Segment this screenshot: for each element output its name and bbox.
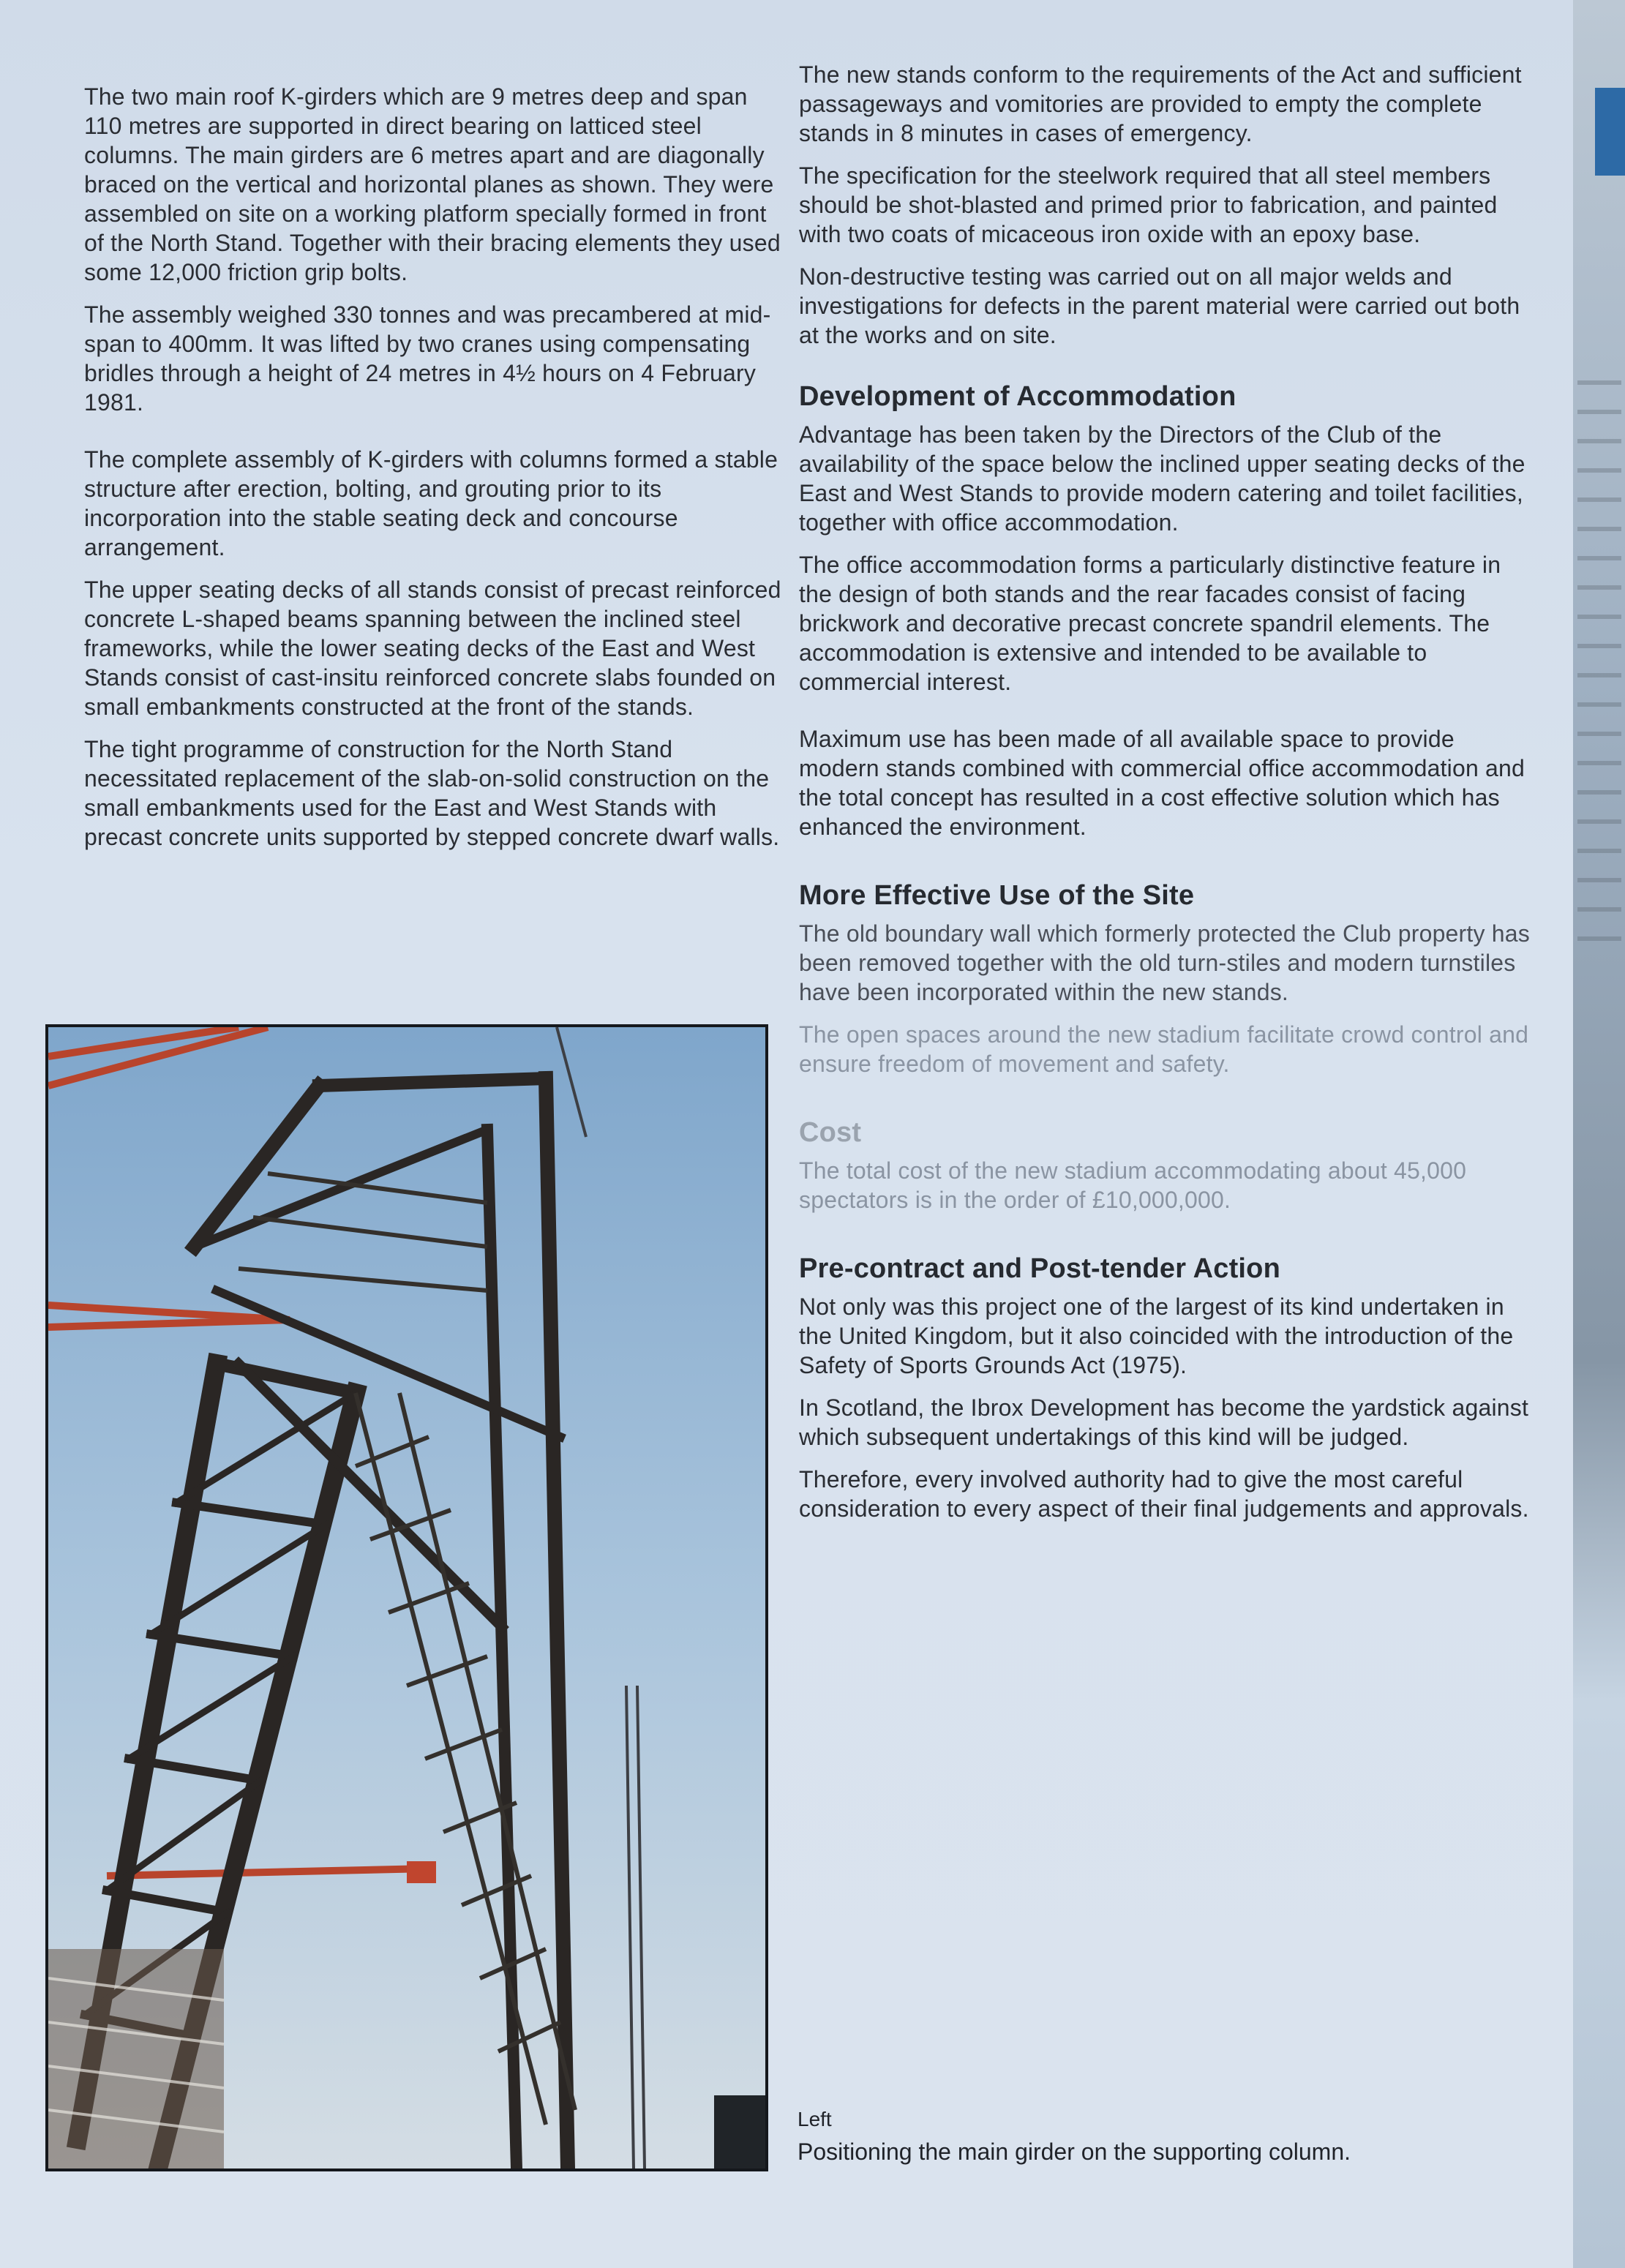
paragraph: In Scotland, the Ibrox Development has become the yardstick against which subsequent undertakings of this kind will be judged. [799,1394,1529,1450]
edge-lines [1577,380,1621,966]
paragraph: The total cost of the new stadium accommodating about 45,000 spectators is in the order of £10,000,000. [799,1157,1467,1213]
heading-cost: Cost [799,1117,862,1148]
right-text-column [799,60,1531,1536]
paragraph: Therefore, every involved authority had to give the most careful consideration to every aspect of their final judgements and approvals. [799,1466,1529,1522]
steel-girder-illustration [48,1027,765,2169]
paragraph: The two main roof K-girders which are 9 metres deep and span 110 metres are supported in direct bearing on latticed steel columns. The main girders are 6 metres apart and are diagonally braced on the vertical and horizontal planes as shown. They were assembled on site on a working platform specially formed in front of the North Stand. Together with their bracing elements they used some 12,000 friction grip bolts. [84,83,781,285]
edge-blue-mark [1595,88,1625,176]
paragraph: Non-destructive testing was carried out on all major welds and investigations for defects in the parent material were carried out both at the works and on site. [799,263,1520,348]
paragraph: The specification for the steelwork required that all steel members should be shot-blasted and primed prior to fabrication, and painted with two coats of micaceous iron oxide with an epoxy base. [799,162,1498,247]
paragraph: The upper seating decks of all stands consist of precast reinforced concrete L-shaped beams spanning between the inclined steel frameworks, while the lower seating decks of the East and West Stands consist of cast-insitu reinforced concrete slabs founded on small embankments constructed at the front of the stands. [84,577,781,720]
paragraph: The new stands conform to the requirements of the Act and sufficient passageways and vomitories are provided to empty the complete stands in 8 minutes in cases of emergency. [799,61,1522,146]
adjacent-page-edge [1573,0,1625,2268]
paragraph: Not only was this project one of the largest of its kind undertaken in the United Kingdom, but it also coincided with the introduction of the Safety of Sports Grounds Act (1975). [799,1293,1514,1378]
paragraph: The complete assembly of K-girders with columns formed a stable structure after erection, bolting, and grouting prior to its incorporation into the stable seating deck and concourse arrangement. [84,446,778,560]
paragraph: Maximum use has been made of all available space to provide modern stands combined with commercial office accommodation and the total concept has resulted in a cost effective solution which has enhanced the environment. [799,726,1525,840]
girder-photo [45,1024,768,2171]
photo-caption [798,2103,1529,2168]
left-text-column [84,82,787,865]
paragraph: The tight programme of construction for the North Stand necessitated replacement of the slab-on-solid construction on the small embankments used for the East and West Stands with precast concrete units supported by stepped concrete dwarf walls. [84,736,780,850]
paragraph: The office accommodation forms a particularly distinctive feature in the design of both stands and the rear facades consist of facing brickwork and decorative precast concrete spandril elements. The accommodation is extensive and intended to be available to commercial interest. [799,552,1501,695]
paragraph: Advantage has been taken by the Directors of the Club of the availability of the space below the inclined upper seating decks of the East and West Stands to provide modern catering and toilet facilities, together with office accommodation. [799,421,1525,536]
paragraph: The assembly weighed 330 tonnes and was precambered at mid-span to 400mm. It was lifted by two cranes using compensating bridles through a height of 24 metres in 4½ hours on 4 February 1981. [84,301,771,416]
heading-precontract: Pre-contract and Post-tender Action [799,1253,1281,1284]
caption-text: Positioning the main girder on the supporting column. [798,2139,1351,2165]
paragraph: The open spaces around the new stadium facilitate crowd control and ensure freedom of movement and safety. [799,1021,1529,1077]
paragraph: The old boundary wall which formerly protected the Club property has been removed together with the old turn-stiles and modern turnstiles have been incorporated within the new stands. [799,920,1530,1005]
heading-site: More Effective Use of the Site [799,880,1195,911]
heading-development: Development of Accommodation [799,381,1236,412]
caption-label: Left [798,2108,832,2130]
